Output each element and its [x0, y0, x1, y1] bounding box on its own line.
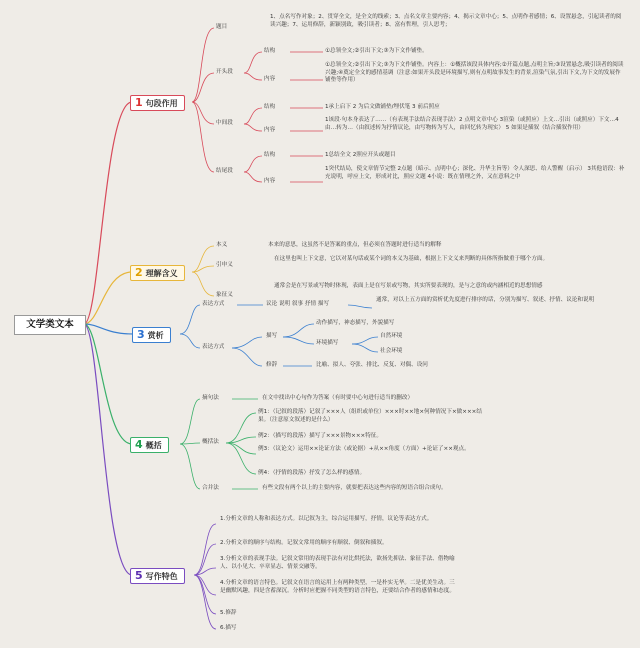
s1-open-struct-label[interactable]: 结构	[264, 48, 276, 54]
section-2-label: 理解含义	[145, 269, 178, 278]
s2-xiang-text: 通常会是在写景或写物时体现，表面上是在写景或写物，其实所要表现的，是与之意的或内涵相近的思想情感	[274, 283, 543, 289]
s4-hebing-label[interactable]: 合并法	[202, 485, 219, 491]
s1-end-struct-label[interactable]: 结构	[264, 152, 276, 158]
s2-xiang-label[interactable]: 象征义	[216, 292, 233, 298]
s2-ben-label[interactable]: 本义	[216, 242, 228, 248]
root-node[interactable]: 文学类文本	[14, 315, 86, 335]
s5-point-2: 2.分析文章的顺序与结构。记叙文常用的顺序有顺叙、倒叙和插叙。	[220, 540, 388, 546]
section-5-node[interactable]	[130, 568, 185, 584]
s4-zhaiju-text: 在文中找出中心句作为答案（有时要中心句进行适当的删改）	[262, 395, 414, 401]
s1-open-content-text: ①总领全文;②引出下文;③为下文作铺垫。内容上：①概括该段具体内容;②开篇点题,点明主旨;③设置悬念,吸引读者的阅读兴趣;④奠定全文的感情基调（注意:如果开头段是环境描写,则有点明故事发生的背景,渲染气氛,引出下文,为下文的发展作铺垫等作用）	[325, 62, 624, 84]
s1-mid-label[interactable]: 中间段	[216, 120, 233, 126]
section-5-label: 写作特色	[145, 572, 178, 581]
section-4-number: 4	[135, 438, 143, 451]
s3-bd1-label[interactable]: 表达方式	[202, 301, 225, 307]
s2-ben-text: 本来的意思，这虽然不是答案的重点，但必须在答题时进行适当的解释	[268, 242, 442, 248]
s3-dongzuo-text: 动作描写，神态描写，外貌描写	[316, 320, 395, 326]
s5-point-4: 4.分析文章的语言特色。记叙文在语言的运用上有两种类型，一是朴实无华。二是优美生动。三是幽默风趣，四是含蓄深沉。分析时应把握不同类型的语言特色，还要结合作者的感情和态度。	[220, 580, 455, 594]
s1-end-struct-text: 1总结全文 2照应开头或题目	[325, 152, 396, 158]
s5-point-6: 6.描写	[220, 625, 237, 631]
s4-example-3: 例3：（议论文）运用××论证方法（或论据）+从××角度（方面）+论证了××观点。	[258, 446, 470, 452]
s5-point-1: 1.分析文章的人称和表达方式。以记叙为主，综合运用描写，抒情，议论等表达方式。	[220, 516, 433, 522]
s4-example-4: 例4：（抒情的段落）抒发了怎么样的感情。	[258, 470, 366, 476]
s1-mid-content-label[interactable]: 内容	[264, 127, 276, 133]
section-5-number: 5	[135, 569, 143, 582]
s1-end-content-text: 1突代结局，使文章情节完整 2点题（暗示、点明中心；深化、升华主旨等）令人深思、给人警醒（启示） 3其他语段：补充说明，呼应上文，形成对比，照应文题 4小说：既在情理之外，又在意料之中	[325, 166, 625, 180]
s1-title-label[interactable]: 题目	[216, 24, 228, 30]
s1-open-content-label[interactable]: 内容	[264, 76, 276, 82]
s2-yin-label[interactable]: 引申义	[216, 262, 233, 268]
s3-xiuci-text: 比喻、拟人、夸张、排比、反复、对偶、设问	[316, 362, 428, 368]
s1-mid-struct-text: 1承上启下 2 为后文做铺垫/埋伏笔 3 前后照应	[325, 104, 440, 110]
s3-bd1-items: 议论 说明 叙事 抒情 描写	[266, 301, 330, 307]
s3-ziran-text: 自然环境	[380, 333, 403, 339]
s1-end-label[interactable]: 结尾段	[216, 168, 233, 174]
section-2-number: 2	[135, 266, 143, 279]
s1-title-text: 1、点名写作对象；2、贯穿全文，是全文的线索；3、点名文章主要内容；4、揭示文章中心；5、点明作者感情；6、设置悬念，引起读者的阅读兴趣；7、运用修辞，新颖别致，吸引读者；8、富有哲理，引人思考；	[270, 14, 622, 28]
s2-yin-text: 在这里也叫上下文意，它以对某句话或某个词的本义为基础，根据上下文义来判断的具体所指做重于哪个方面。	[274, 256, 549, 262]
s3-bd1-text: 通常，对以上五方面的赏析优先度进行排序的话，分别为描写、叙述、抒情、议论和说明	[376, 297, 595, 303]
s4-example-2: 例2：（描写的段落）描写了×××景物×××特征。	[258, 433, 382, 439]
section-3-label: 赏析	[147, 331, 164, 340]
section-3-number: 3	[137, 328, 145, 341]
section-3-node[interactable]	[132, 327, 171, 343]
s4-zhaiju-label[interactable]: 摘句法	[202, 395, 219, 401]
section-1-node[interactable]	[130, 95, 185, 111]
s4-gaikuo-label[interactable]: 概括法	[202, 439, 219, 445]
section-4-label: 概括	[145, 441, 162, 450]
s3-bd2-label[interactable]: 表达方式	[202, 344, 225, 350]
s1-end-content-label[interactable]: 内容	[264, 178, 276, 184]
s1-mid-struct-label[interactable]: 结构	[264, 104, 276, 110]
s1-open-struct-text: ①总领全文;②引出下文;③为下文作铺垫。	[325, 48, 428, 54]
s5-point-5: 5.修辞	[220, 610, 237, 616]
s3-xiuci-label[interactable]: 修辞	[266, 362, 278, 368]
section-1-label: 句段作用	[145, 99, 178, 108]
s1-mid-content-text: 1该段·句本身表达了……（有表现手法结合表现手法）2 点明文章中心 3渲染（或照应）上文…引出（或照应）下文…4 由…转为…（由叙述转为抒情议论，由写物转为写人，由回忆转为现实） 5 如果是插叙（结合插叙作用）	[325, 117, 619, 131]
s5-point-3: 3.分析文章的表现手法。记叙文常用的表现手法有对比烘托法，欲扬先抑法、象征手法、借物喻人、以小见大、卒章显志、情景交融等。	[220, 556, 455, 570]
s1-open-label[interactable]: 开头段	[216, 69, 233, 75]
s3-shehui-text: 社会环境	[380, 348, 403, 354]
s4-example-1: 例1：（记叙的段落）记叙了×××人（组织或单位）×××时××地×何种情况下×做×××结果。（注意原文叙述的是什么）	[258, 409, 482, 423]
s4-hebing-text: 有些文段有两个以上的主要内容，就要把表达这些内容的短语合组合成句。	[262, 485, 447, 491]
s3-miaoxie-label[interactable]: 描写	[266, 333, 278, 339]
section-1-number: 1	[135, 96, 143, 109]
s3-huanjing-label[interactable]: 环境描写	[316, 340, 339, 346]
section-2-node[interactable]	[130, 265, 185, 281]
section-4-node[interactable]	[130, 437, 169, 453]
